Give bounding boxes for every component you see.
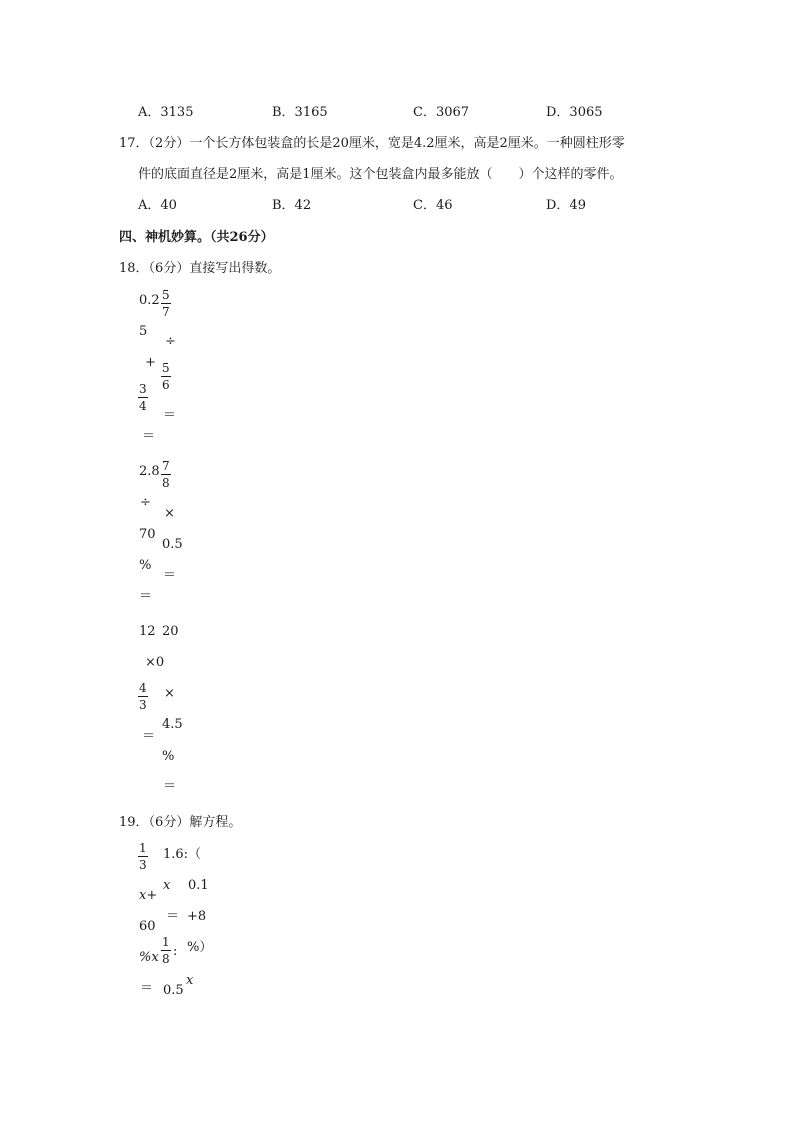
q18-g2-equals: ＝ [163,568,177,583]
q18-g2-text: 70 [139,527,156,542]
q17-option-b: B．42 [272,198,312,213]
q18-g2-equals: ＝ [139,589,153,604]
q17-text-line1: 17．（2分）一个长方体包装盒的长是20厘米，宽是4.2厘米，高是2厘米。一种圆柱形零 [119,136,625,151]
q19-equals: ＝ [166,909,180,924]
q18-g3-text: % [162,749,175,764]
q19-text: x+ [139,888,158,903]
q18-g2-fraction: 7 8 [162,459,170,490]
q18-g3-text: 20 [162,624,179,639]
q16-option-b: B．3165 [272,105,328,120]
q19-text: 1.6:（ [163,847,202,862]
q18-g1-operator: + [145,355,156,370]
q18-g1-operator: ÷ [165,334,176,349]
q18-g2-operator: ÷ [140,495,151,510]
q18-g1-fraction: 5 7 [162,288,170,319]
q19-text: %x [139,950,159,965]
q17-option-a: A．40 [138,198,177,213]
q18-title: 18．（6分）直接写出得数。 [119,261,281,276]
q16-option-a: A．3135 [138,105,194,120]
q18-g3-equals: ＝ [163,779,177,794]
q18-g1-equals: ＝ [163,408,177,423]
q18-g3-text: 12 [139,624,156,639]
q16-option-c: C．3067 [413,105,470,120]
q19-variable: x [186,973,194,988]
q18-g2-text: 2.8 [139,464,160,479]
q18-g1-equals: ＝ [142,429,156,444]
q18-g1-fraction: 5 6 [162,361,170,392]
q19-text: 0.1 [188,878,209,893]
q18-g1-fraction: 3 4 [139,382,147,413]
q18-g2-text: % [139,558,152,573]
q17-option-c: C．46 [413,198,453,213]
q19-fraction: 1 8 [162,935,170,966]
q17-text-line2: 件的底面直径是2厘米，高是1厘米。这个包装盒内最多能放（ ）个这样的零件。 [138,167,623,182]
q18-g3-fraction: 4 3 [139,681,147,712]
q18-g1-text: 0.2 [139,293,160,308]
q19-fraction: 1 3 [139,841,147,872]
q17-option-d: D．49 [546,198,586,213]
q19-variable: x [163,878,171,893]
q19-equals: ＝ [140,981,154,996]
q18-g3-text: ×0 [145,655,165,670]
section-heading: 四、神机妙算。（共26分） [119,230,274,245]
q18-g2-text: 0.5 [162,537,183,552]
q19-text: 60 [139,919,156,934]
q19-title: 19．（6分）解方程。 [119,815,242,830]
q19-text: : [173,944,178,959]
q18-g3-text: 4.5 [162,717,183,732]
q19-text: +8 [187,909,207,924]
q18-g3-operator: × [164,686,175,701]
q19-text: 0.5 [163,983,184,998]
q18-g3-equals: ＝ [142,729,156,744]
q18-g1-text: 5 [139,324,148,339]
q16-option-d: D．3065 [546,105,603,120]
q18-g2-operator: × [164,506,175,521]
q19-text: %） [187,940,213,955]
